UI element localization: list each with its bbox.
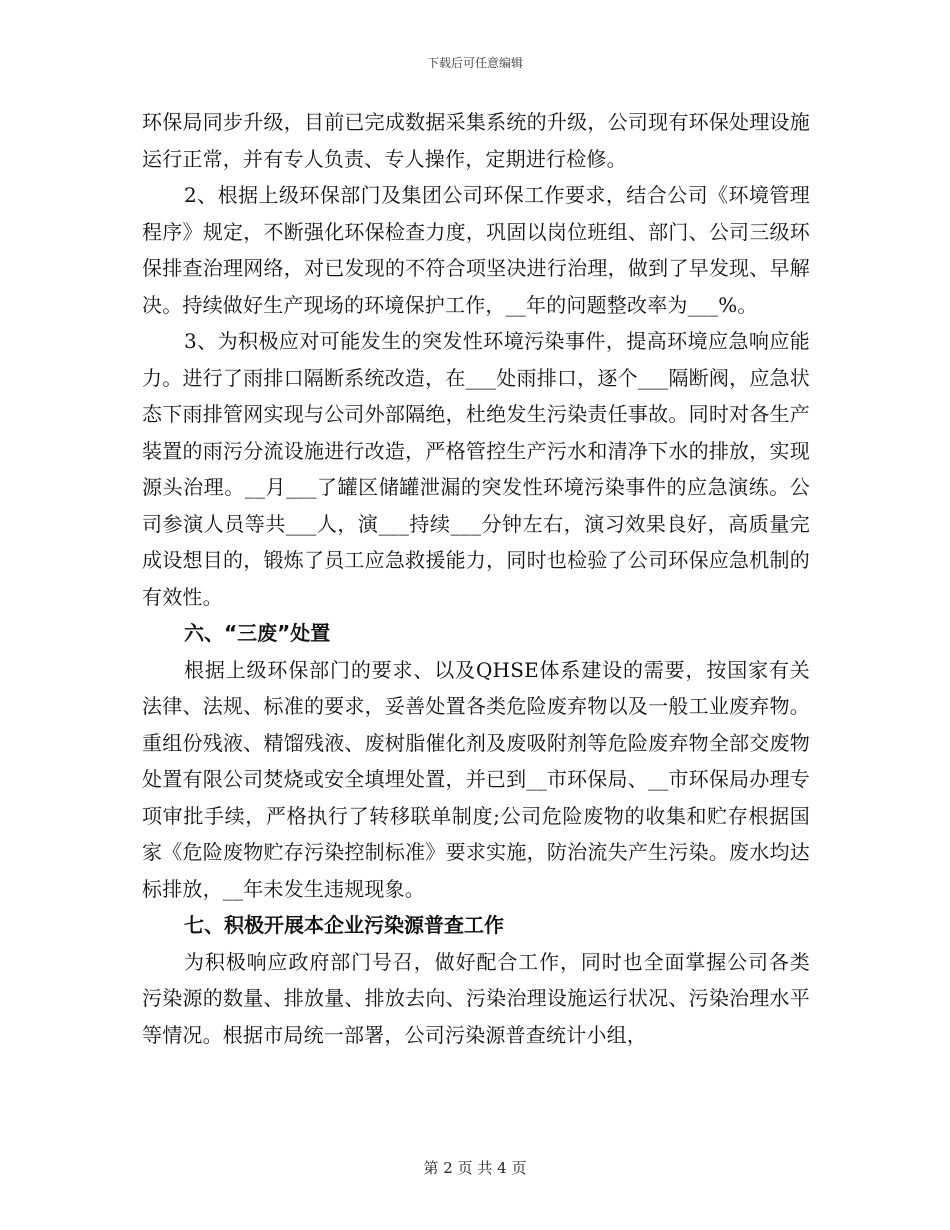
paragraph-1: 环保局同步升级，目前已完成数据采集系统的升级，公司现有环保处理设施运行正常，并有专人负责、专人操作，定期进行检修。 [142, 110, 810, 171]
document-body [142, 104, 810, 1053]
paragraph-4: 根据上级环保部门的要求、以及QHSE体系建设的需要，按国家有关法律、法规、标准的要求，妥善处置各类危险废弃物以及一般工业废弃物。重组份残液、精馏残液、废树脂催化剂及废吸附剂等危险废弃物全部交废物处置有限公司焚烧或安全填埋处置，并已到__市环保局、__市环保局办理专项审批手续，严格执行了转移联单制度;公司危险废物的收集和贮存根据国家《危险废物贮存污染控制标准》要求实施，防治流失产生污染。废水均达标排放，__年未发生违规现象。 [142, 657, 810, 901]
page-header: 下载后可任意编辑 [426, 56, 523, 70]
paragraph-3: 3、为积极应对可能发生的突发性环境污染事件，提高环境应急响应能力。进行了雨排口隔断系统改造，在___处雨排口，逐个___隔断阀，应急状态下雨排管网实现与公司外部隔绝，杜绝发生污染责任事故。同时对各生产装置的雨污分流设施进行改造，严格管控生产污水和清净下水的排放，实现源头治理。__月___了罐区储罐泄漏的突发性环境污染事件的应急演练。公司参演人员等共___人，演___持续___分钟左右，演习效果良好，高质量完成设想目的，锻炼了员工应急救援能力，同时也检验了公司环保应急机制的有效性。 [142, 329, 810, 609]
section-heading-6: 六、“三废”处置 [184, 621, 331, 645]
section-heading-7: 七、积极开展本企业污染源普查工作 [184, 913, 504, 937]
page-number-footer: 第 2 页 共 4 页 [423, 1159, 527, 1177]
paragraph-5: 为积极响应政府部门号召，做好配合工作，同时也全面掌握公司各类污染源的数量、排放量、排放去向、污染治理设施运行状况、污染治理水平等情况。根据市局统一部署，公司污染源普查统计小组， [142, 949, 810, 1047]
paragraph-2: 2、根据上级环保部门及集团公司环保工作要求，结合公司《环境管理程序》规定，不断强化环保检查力度，巩固以岗位班组、部门、公司三级环保排查治理网络，对已发现的不符合项坚决进行治理，做到了早发现、早解决。持续做好生产现场的环境保护工作，__年的问题整改率为___%。 [142, 183, 810, 317]
